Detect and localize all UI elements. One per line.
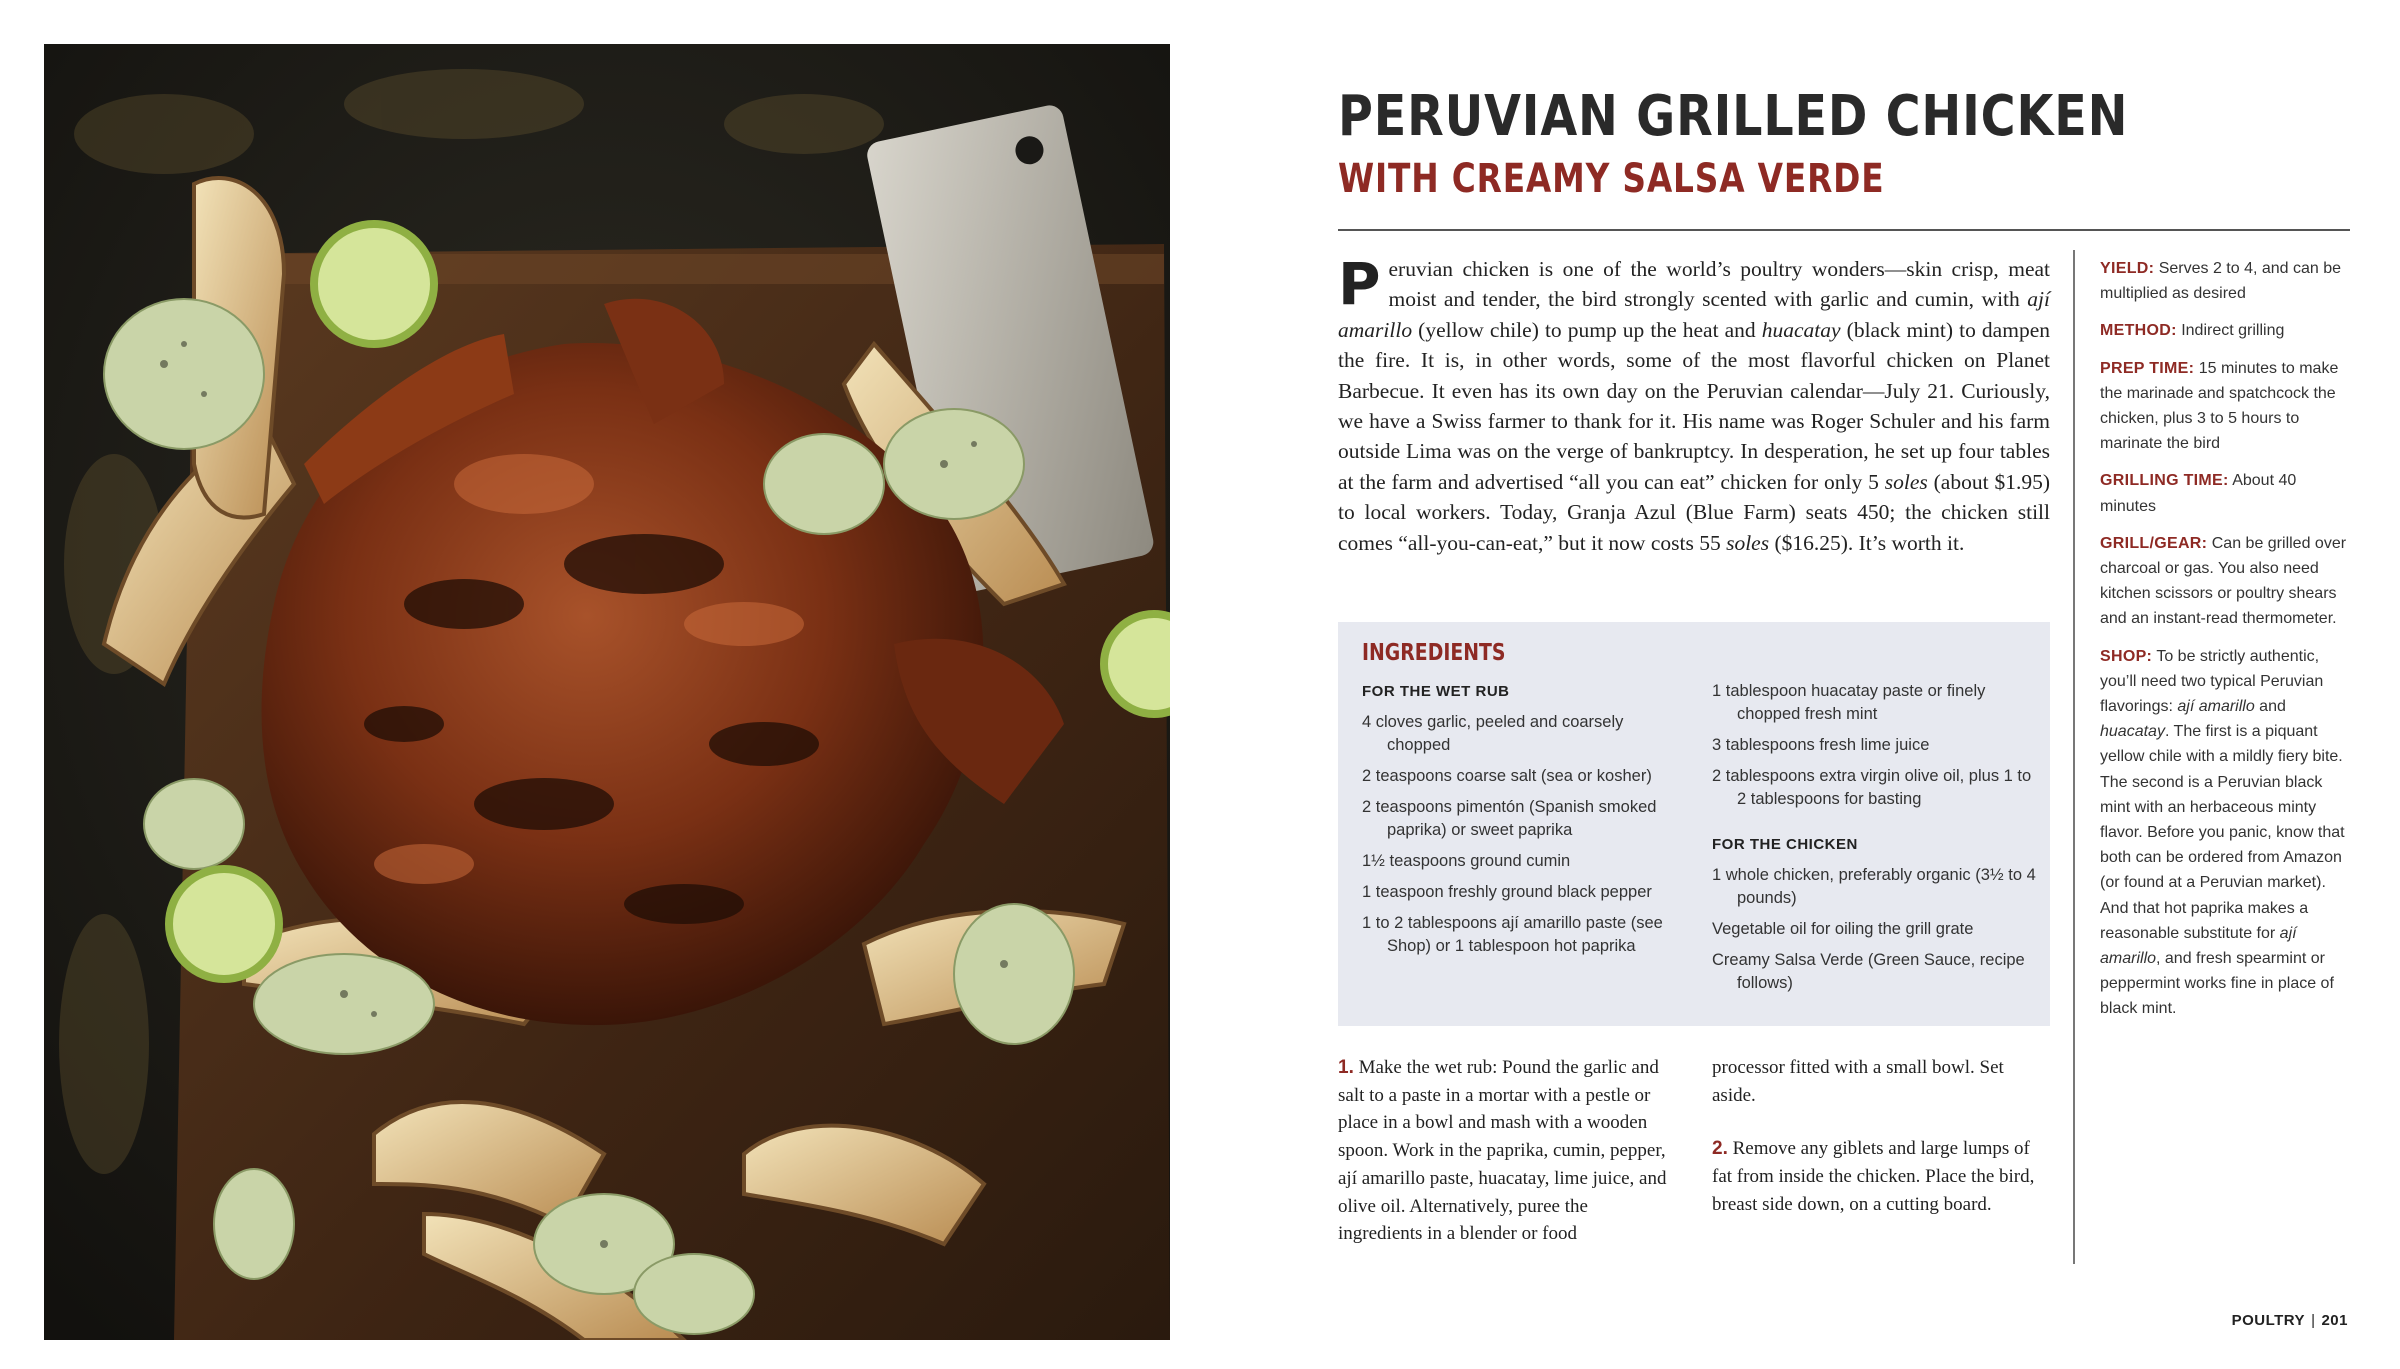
grilling-text: About 40 minutes xyxy=(2100,472,2297,515)
recipe-sidebar xyxy=(2100,256,2350,1034)
step-number: 1. xyxy=(1338,1057,1354,1078)
gear-label: GRILL/GEAR: xyxy=(2100,534,2208,552)
shop-text: . The first is a piquant yellow chile with a mildly fiery bite. The second is a Peruvian black mint with an herbaceous minty flavor. Before you panic, know that both can be ordered from Amazon (or found at a Peruvian market). And that hot paprika makes a reasonable substitute for xyxy=(2100,723,2345,942)
ingredient-item: 1 to 2 tablespoons ají amarillo paste (see Shop) or 1 tablespoon hot paprika xyxy=(1362,914,1663,955)
shop-text: ají amarillo xyxy=(2177,698,2255,716)
grilling-label: GRILLING TIME: xyxy=(2100,472,2229,490)
method-text: Indirect grilling xyxy=(2176,322,2285,340)
gear-text: Can be grilled over charcoal or gas. You also need kitchen scissors or poultry shears and an instant-read thermometer. xyxy=(2100,534,2347,628)
intro-text: soles xyxy=(1884,469,1928,494)
sidebar-divider xyxy=(2073,250,2075,1264)
drop-cap: P xyxy=(1338,250,1381,318)
prep-label: PREP TIME: xyxy=(2100,359,2195,377)
footer-separator: | xyxy=(2311,1312,2316,1329)
shop-text: To be strictly authentic, you’ll need two typical Peruvian flavorings: xyxy=(2100,647,2324,716)
ingredients-column-right xyxy=(1712,680,2038,1003)
ingredient-item: 1 tablespoon huacatay paste or finely chopped fresh mint xyxy=(1712,682,1986,723)
ingredient-item: 1 teaspoon freshly ground black pepper xyxy=(1362,883,1652,901)
recipe-subtitle: WITH CREAMY SALSA VERDE xyxy=(1338,156,1885,202)
step-2 xyxy=(1712,1135,2052,1218)
ingredient-item: 2 tablespoons extra virgin olive oil, plus 1 to 2 tablespoons for basting xyxy=(1712,767,2032,808)
title-rule xyxy=(1338,229,2350,231)
ingredient-item: 4 cloves garlic, peeled and coarsely chopped xyxy=(1362,713,1624,754)
intro-text: ají amarillo xyxy=(1338,287,2050,342)
grilling-info xyxy=(2100,468,2350,518)
intro-text: soles xyxy=(1726,530,1770,555)
ingredients-column-left xyxy=(1362,680,1680,966)
step-1-continued: processor fitted with a small bowl. Set aside. xyxy=(1712,1057,2004,1106)
chicken-heading: FOR THE CHICKEN xyxy=(1712,836,1858,853)
grilled-chicken-image xyxy=(44,44,1170,1340)
ingredient-item: 1 whole chicken, preferably organic (3½ to 4 pounds) xyxy=(1712,866,2036,907)
page-footer xyxy=(2232,1312,2348,1329)
shop-text: huacatay xyxy=(2100,723,2165,741)
ingredients-title: INGREDIENTS xyxy=(1362,640,1506,666)
intro-text: ($16.25). It’s worth it. xyxy=(1769,530,1965,555)
ingredient-item: 3 tablespoons fresh lime juice xyxy=(1712,736,1930,754)
prep-text: 15 minutes to make the marinade and spatchcock the chicken, plus 3 to 5 hours to marinate the bird xyxy=(2100,359,2339,453)
ingredient-item: 1½ teaspoons ground cumin xyxy=(1362,852,1571,870)
step-text: Remove any giblets and large lumps of fat from inside the chicken. Place the bird, breast side down, on a cutting board. xyxy=(1712,1138,2035,1215)
page-number: 201 xyxy=(2321,1312,2348,1329)
intro-text: (about $1.95) to local workers. Today, Granja Azul (Blue Farm) seats 450; the chicken still comes “all-you-can-eat,” but it now costs 55 xyxy=(1338,469,2050,555)
steps-column-left xyxy=(1338,1054,1668,1274)
intro-text: (black mint) to dampen the fire. It is, in other words, some of the most flavorful chicken on Planet Barbecue. It even has its own day on the Peruvian calendar—July 21. Curiously, we have a Swiss farmer to thank for it. His name was Roger Schuler and his farm outside Lima was on the verge of bankruptcy. In desperation, he set up four tables at the farm and advertised “all you can eat” chicken for only 5 xyxy=(1338,317,2050,494)
ingredient-item: Vegetable oil for oiling the grill grate xyxy=(1712,920,1974,938)
yield-info xyxy=(2100,256,2350,306)
step-1 xyxy=(1338,1054,1668,1248)
prep-info xyxy=(2100,356,2350,457)
shop-text: , and fresh spearmint or peppermint works fine in place of black mint. xyxy=(2100,950,2334,1018)
ingredient-item: 2 teaspoons coarse salt (sea or kosher) xyxy=(1362,767,1652,785)
shop-info xyxy=(2100,644,2350,1022)
intro-text: huacatay xyxy=(1761,317,1841,342)
method-label: METHOD: xyxy=(2100,322,2177,340)
recipe-photo xyxy=(44,44,1170,1340)
steps-column-right xyxy=(1712,1054,2052,1245)
intro-text: (yellow chile) to pump up the heat and xyxy=(1412,317,1762,342)
step-text: Make the wet rub: Pound the garlic and salt to a paste in a mortar with a pestle or place in a bowl and mash with a wooden spoon. Work in the paprika, cumin, pepper, ají amarillo paste, huacatay, lime juice, and olive oil. Alternatively, puree the ingredients in a blender or food xyxy=(1338,1057,1667,1245)
intro-paragraph xyxy=(1338,250,2050,558)
ingredient-item: Creamy Salsa Verde (Green Sauce, recipe follows) xyxy=(1712,951,2025,992)
shop-text: and xyxy=(2254,698,2286,716)
yield-label: YIELD: xyxy=(2100,260,2155,277)
step-number: 2. xyxy=(1712,1138,1728,1160)
recipe-title: PERUVIAN GRILLED CHICKEN xyxy=(1338,84,2129,149)
shop-text: ají amarillo xyxy=(2100,924,2297,968)
intro-text: eruvian chicken is one of the world’s poultry wonders—skin crisp, meat moist and tender, the bird strongly scented with garlic and cumin, with xyxy=(1388,257,2050,312)
wet-rub-heading: FOR THE WET RUB xyxy=(1362,683,1510,700)
gear-info xyxy=(2100,531,2350,632)
section-name: POULTRY xyxy=(2231,1312,2306,1329)
ingredient-item: 2 teaspoons pimentón (Spanish smoked paprika) or sweet paprika xyxy=(1362,798,1657,839)
method-info xyxy=(2100,318,2350,343)
shop-label: SHOP: xyxy=(2100,647,2153,665)
yield-text: Serves 2 to 4, and can be multiplied as desired xyxy=(2100,260,2342,303)
